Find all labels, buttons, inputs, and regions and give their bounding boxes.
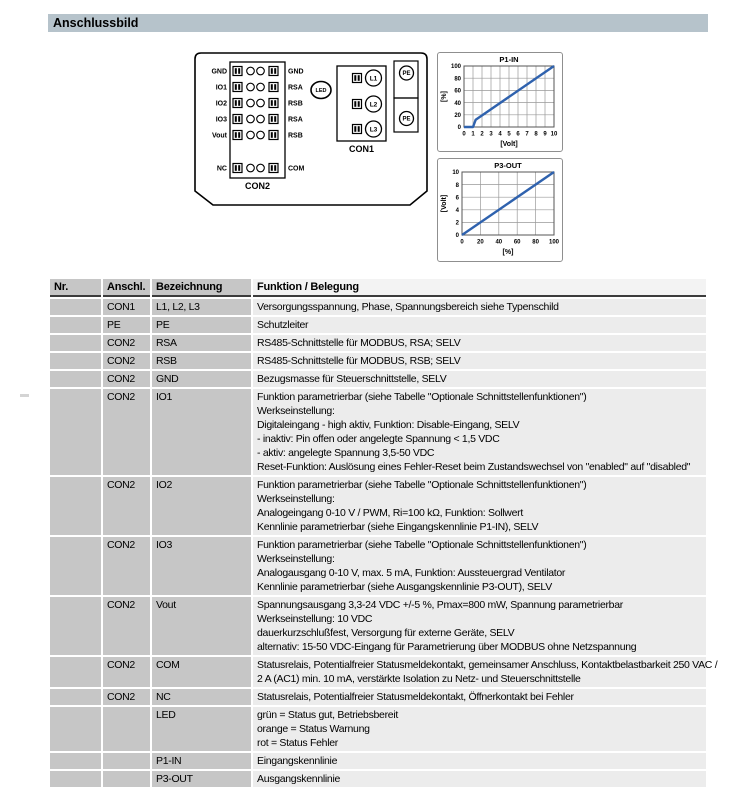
- y-tick-label: 0: [455, 233, 459, 240]
- terminal-bar-icon: [238, 116, 240, 122]
- table-row: [50, 317, 706, 333]
- funktion-line: Bezugsmasse für Steuerschnittstelle, SELV: [257, 373, 447, 385]
- x-tick-label: 1: [471, 131, 475, 138]
- con2-pin-label-right: GND: [288, 68, 304, 76]
- cell-bezeichnung: IO1: [152, 389, 251, 475]
- terminal-bar-icon: [354, 126, 356, 132]
- x-tick-label: 3: [489, 131, 493, 138]
- chart-title: P1-IN: [499, 55, 519, 64]
- funktion-line: Analogausgang 0-10 V, max. 5 mA, Funktion: Aussteuergrad Ventilator: [257, 567, 566, 579]
- cell-bezeichnung: GND: [152, 371, 251, 387]
- cell-bezeichnung: RSB: [152, 353, 251, 369]
- y-tick-label: 60: [454, 88, 461, 95]
- funktion-line: Digitaleingang - high aktiv, Funktion: Disable-Eingang, SELV: [257, 419, 520, 431]
- y-tick-label: 4: [455, 208, 459, 214]
- cell-anschl: [103, 771, 150, 787]
- x-tick-label: 5: [507, 131, 511, 138]
- cell-anschl: [103, 707, 150, 751]
- cell-anschl: CON2: [103, 353, 150, 369]
- con2-label: CON2: [244, 181, 271, 191]
- cell-nr: [50, 537, 101, 595]
- cell-bezeichnung: COM: [152, 657, 251, 687]
- chart-panel-p3-out: [437, 158, 563, 262]
- terminal-bar-icon: [235, 68, 237, 74]
- terminal-bar-icon: [238, 68, 240, 74]
- funktion-line: Statusrelais, Potentialfreier Statusmeldekontakt, gemeinsamer Anschluss, Kontaktbelastbarkeit 250 VAC /: [257, 659, 718, 671]
- con2-pin-label-right: RSA: [288, 84, 303, 92]
- y-tick-label: 8: [455, 182, 459, 189]
- funktion-line: 2 A (AC1) min. 10 mA, verstärkte Isolation zu Netz- und Steuerschnittstelle: [257, 673, 581, 685]
- cell-nr: [50, 689, 101, 705]
- table-header-row: [50, 279, 706, 297]
- terminal-bar-icon: [235, 116, 237, 122]
- terminal-bar-icon: [358, 101, 360, 107]
- p1-in-chart: [438, 53, 562, 151]
- terminal-bar-icon: [274, 165, 276, 171]
- x-tick-label: 2: [480, 131, 484, 138]
- terminal-bar-icon: [235, 100, 237, 106]
- table-row: [50, 477, 706, 535]
- funktion-line: Funktion parametrierbar (siehe Tabelle "Optionale Schnittstellenfunktionen"): [257, 539, 587, 551]
- header-anschl: Anschl.: [103, 279, 150, 297]
- con2-pin-label-right: RSB: [288, 100, 303, 108]
- cell-bezeichnung: L1, L2, L3: [152, 299, 251, 315]
- cell-funktion: [253, 689, 706, 705]
- con2-pin-label-left: Vout: [211, 132, 227, 140]
- terminal-bar-icon: [235, 132, 237, 138]
- terminal-bar-icon: [271, 165, 273, 171]
- funktion-line: dauerkurzschlußfest, Versorgung für externe Geräte, SELV: [257, 627, 515, 639]
- terminal-bar-icon: [358, 75, 360, 81]
- cell-funktion: [253, 657, 718, 687]
- cell-funktion: [253, 335, 706, 351]
- x-axis-label: [Volt]: [500, 141, 518, 148]
- cell-funktion: [253, 537, 706, 595]
- chart-panel-p1-in: [437, 52, 563, 152]
- funktion-line: Kennlinie parametrierbar (siehe Eingangskennlinie P1-IN), SELV: [257, 521, 539, 533]
- terminal-icon: [269, 131, 278, 140]
- p3-out-chart: [438, 159, 562, 261]
- terminal-icon: [233, 99, 242, 108]
- terminal-icon: [233, 164, 242, 173]
- terminal-icon: [233, 115, 242, 124]
- x-tick-label: 0: [462, 131, 466, 138]
- table-row: [50, 537, 706, 595]
- margin-dash: [20, 394, 29, 397]
- terminal-bar-icon: [271, 84, 273, 90]
- y-tick-label: 80: [454, 76, 461, 83]
- x-tick-label: 6: [516, 131, 520, 138]
- con2-pin-label-left: NC: [216, 165, 227, 173]
- y-tick-label: 10: [452, 170, 459, 177]
- cell-bezeichnung: NC: [152, 689, 251, 705]
- cell-anschl: CON2: [103, 477, 150, 535]
- cell-anschl: CON2: [103, 371, 150, 387]
- table-row: [50, 689, 706, 705]
- terminal-icon: [353, 125, 362, 134]
- x-tick-label: 8: [534, 131, 538, 138]
- terminal-bar-icon: [271, 116, 273, 122]
- chart-title: P3-OUT: [494, 161, 522, 170]
- funktion-line: Reset-Funktion: Auslösung eines Fehler-Reset beim Zustandswechsel von "enabled" auf "disabled": [257, 461, 691, 473]
- connection-table: [48, 277, 718, 789]
- phase-label: L1: [369, 75, 378, 83]
- cell-funktion: [253, 371, 706, 387]
- terminal-bar-icon: [358, 126, 360, 132]
- terminal-bar-icon: [271, 100, 273, 106]
- terminal-bar-icon: [235, 165, 237, 171]
- pe-label: PE: [402, 116, 411, 123]
- funktion-line: Funktion parametrierbar (siehe Tabelle "Optionale Schnittstellenfunktionen"): [257, 479, 587, 491]
- terminal-bar-icon: [354, 75, 356, 81]
- x-tick-label: 4: [498, 131, 502, 138]
- terminal-bar-icon: [354, 101, 356, 107]
- x-tick-label: 20: [477, 239, 484, 246]
- cell-nr: [50, 371, 101, 387]
- terminal-bar-icon: [274, 68, 276, 74]
- con2-pin-label-left: IO1: [215, 84, 227, 92]
- funktion-line: orange = Status Warnung: [257, 723, 370, 735]
- cell-anschl: PE: [103, 317, 150, 333]
- funktion-line: Werkseinstellung:: [257, 405, 335, 417]
- phase-label: L3: [369, 126, 378, 134]
- cell-funktion: [253, 317, 706, 333]
- cell-nr: [50, 335, 101, 351]
- cell-bezeichnung: P1-IN: [152, 753, 251, 769]
- funktion-line: Versorgungsspannung, Phase, Spannungsbereich siehe Typenschild: [257, 301, 559, 313]
- header-bezeichnung: Bezeichnung: [152, 279, 251, 297]
- table-row: [50, 371, 706, 387]
- section-title: Anschlussbild: [53, 16, 139, 30]
- cell-nr: [50, 353, 101, 369]
- x-tick-label: 100: [548, 239, 560, 246]
- data-line: [462, 172, 554, 235]
- cell-nr: [50, 317, 101, 333]
- table-row: [50, 753, 706, 769]
- terminal-icon: [233, 131, 242, 140]
- funktion-line: Funktion parametrierbar (siehe Tabelle "Optionale Schnittstellenfunktionen"): [257, 391, 587, 403]
- cell-bezeichnung: LED: [152, 707, 251, 751]
- cell-anschl: CON2: [103, 389, 150, 475]
- con1-label: CON1: [348, 144, 375, 154]
- terminal-icon: [233, 67, 242, 76]
- con2-pin-label-right: COM: [288, 165, 305, 173]
- cell-nr: [50, 657, 101, 687]
- terminal-icon: [269, 164, 278, 173]
- x-tick-label: 7: [525, 131, 529, 138]
- phase-label: L2: [369, 101, 378, 109]
- terminal-icon: [353, 74, 362, 83]
- cell-funktion: [253, 299, 706, 315]
- terminal-icon: [269, 115, 278, 124]
- cell-anschl: CON2: [103, 335, 150, 351]
- cell-bezeichnung: P3-OUT: [152, 771, 251, 787]
- cell-funktion: [253, 753, 706, 769]
- cell-nr: [50, 597, 101, 655]
- con2-pin-label-left: IO2: [215, 100, 227, 108]
- con2-pin-label-right: RSA: [288, 116, 303, 124]
- cell-bezeichnung: RSA: [152, 335, 251, 351]
- terminal-icon: [353, 100, 362, 109]
- cell-bezeichnung: PE: [152, 317, 251, 333]
- connection-diagram: [185, 48, 435, 213]
- terminal-bar-icon: [238, 84, 240, 90]
- x-axis-label: [%]: [502, 249, 514, 256]
- table-row: [50, 353, 706, 369]
- y-axis-label: [%]: [441, 91, 448, 102]
- terminal-bar-icon: [274, 132, 276, 138]
- terminal-icon: [269, 83, 278, 92]
- y-tick-label: 100: [450, 64, 461, 71]
- x-tick-label: 9: [543, 131, 547, 138]
- cell-funktion: [253, 477, 706, 535]
- terminal-bar-icon: [271, 68, 273, 74]
- funktion-line: Statusrelais, Potentialfreier Statusmeldekontakt, Öffnerkontakt bei Fehler: [257, 691, 574, 703]
- x-tick-label: 10: [550, 131, 558, 138]
- cell-nr: [50, 477, 101, 535]
- con2-pin-label-left: IO3: [215, 116, 227, 124]
- funktion-line: Werkseinstellung:: [257, 553, 335, 565]
- led-label: LED: [315, 88, 327, 95]
- funktion-line: RS485-Schnittstelle für MODBUS, RSB; SELV: [257, 355, 461, 367]
- funktion-line: - aktiv: angelegte Spannung 3,5-50 VDC: [257, 447, 435, 459]
- cell-funktion: [253, 771, 706, 787]
- cell-bezeichnung: IO3: [152, 537, 251, 595]
- x-tick-label: 40: [495, 239, 503, 246]
- terminal-bar-icon: [271, 132, 273, 138]
- table-row: [50, 707, 706, 751]
- cell-nr: [50, 753, 101, 769]
- cell-nr: [50, 771, 101, 787]
- y-axis-label: [Volt]: [441, 194, 448, 213]
- cell-anschl: CON2: [103, 689, 150, 705]
- table-row: [50, 335, 706, 351]
- header-nr: Nr.: [50, 279, 101, 297]
- table-row: [50, 299, 706, 315]
- cell-bezeichnung: Vout: [152, 597, 251, 655]
- terminal-bar-icon: [238, 165, 240, 171]
- header-funktion: Funktion / Belegung: [253, 279, 706, 297]
- cell-funktion: [253, 597, 706, 655]
- cell-anschl: CON1: [103, 299, 150, 315]
- terminal-icon: [233, 83, 242, 92]
- funktion-line: Kennlinie parametrierbar (siehe Ausgangskennlinie P3-OUT), SELV: [257, 581, 552, 593]
- funktion-line: grün = Status gut, Betriebsbereit: [257, 709, 398, 721]
- y-tick-label: 0: [457, 125, 461, 132]
- pe-label: PE: [402, 71, 411, 78]
- funktion-line: Schutzleiter: [257, 319, 309, 331]
- funktion-line: - inaktiv: Pin offen oder angelegte Spannung < 1,5 VDC: [257, 433, 500, 445]
- cell-nr: [50, 299, 101, 315]
- funktion-line: Spannungsausgang 3,3-24 VDC +/-5 %, Pmax=800 mW, Spannung parametrierbar: [257, 599, 623, 611]
- terminal-bar-icon: [274, 116, 276, 122]
- funktion-line: Eingangskennlinie: [257, 755, 338, 767]
- terminal-icon: [269, 99, 278, 108]
- funktion-line: Ausgangskennlinie: [257, 773, 341, 785]
- funktion-line: Analogeingang 0-10 V / PWM, Ri=100 kΩ, Funktion: Sollwert: [257, 507, 523, 519]
- y-tick-label: 40: [454, 100, 461, 107]
- con2-pin-label-right: RSB: [288, 132, 303, 140]
- table-row: [50, 657, 706, 687]
- table-row: [50, 771, 706, 787]
- funktion-line: rot = Status Fehler: [257, 737, 338, 749]
- terminal-bar-icon: [238, 100, 240, 106]
- con2-pin-label-left: GND: [211, 68, 227, 76]
- funktion-line: Werkseinstellung: 10 VDC: [257, 613, 373, 625]
- y-tick-label: 20: [454, 113, 461, 119]
- funktion-line: Werkseinstellung:: [257, 493, 335, 505]
- cell-anschl: [103, 753, 150, 769]
- cell-funktion: [253, 353, 706, 369]
- section-header: [48, 14, 708, 32]
- terminal-bar-icon: [274, 84, 276, 90]
- x-tick-label: 60: [513, 239, 521, 246]
- cell-nr: [50, 707, 101, 751]
- terminal-bar-icon: [274, 100, 276, 106]
- funktion-line: RS485-Schnittstelle für MODBUS, RSA; SELV: [257, 337, 461, 349]
- terminal-icon: [269, 67, 278, 76]
- cell-anschl: CON2: [103, 597, 150, 655]
- x-tick-label: 0: [460, 239, 464, 246]
- cell-bezeichnung: IO2: [152, 477, 251, 535]
- cell-nr: [50, 389, 101, 475]
- terminal-bar-icon: [238, 132, 240, 138]
- cell-anschl: CON2: [103, 537, 150, 595]
- x-tick-label: 80: [532, 239, 539, 246]
- terminal-bar-icon: [235, 84, 237, 90]
- table-row: [50, 597, 706, 655]
- cell-funktion: [253, 389, 706, 475]
- cell-funktion: [253, 707, 706, 751]
- y-tick-label: 2: [455, 220, 459, 227]
- cell-anschl: CON2: [103, 657, 150, 687]
- table-row: [50, 389, 706, 475]
- funktion-line: alternativ: 15-50 VDC-Eingang für Parametrierung über MODBUS ohne Netzspannung: [257, 641, 637, 653]
- y-tick-label: 6: [455, 195, 459, 202]
